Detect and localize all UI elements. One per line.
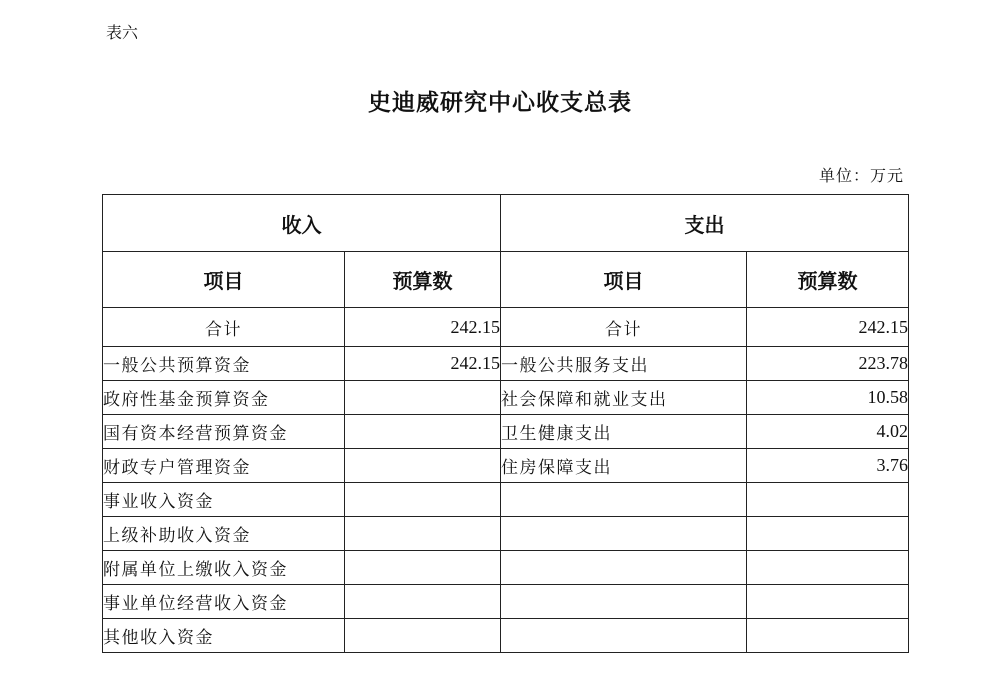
table-row	[103, 449, 909, 483]
expense-section-header: 支出	[501, 195, 909, 252]
expense-item-cell	[501, 483, 747, 517]
income-value-cell	[345, 517, 501, 551]
expense-item-header: 项目	[501, 252, 747, 308]
income-item-cell: 政府性基金预算资金	[103, 381, 345, 415]
income-value-cell	[345, 381, 501, 415]
income-value-cell	[345, 415, 501, 449]
income-total-value: 242.15	[345, 308, 501, 347]
table-row	[103, 347, 909, 381]
expense-total-value: 242.15	[747, 308, 909, 347]
expense-value-cell: 3.76	[747, 449, 909, 483]
expense-item-cell: 一般公共服务支出	[501, 347, 747, 381]
expense-total-label: 合计	[501, 308, 747, 347]
income-section-header: 收入	[103, 195, 501, 252]
income-item-cell: 上级补助收入资金	[103, 517, 345, 551]
table-number: 表六	[106, 23, 139, 42]
budget-table	[102, 194, 909, 653]
income-item-header: 项目	[103, 252, 345, 308]
expense-value-cell: 4.02	[747, 415, 909, 449]
section-header-row	[103, 195, 909, 252]
income-budget-header: 预算数	[345, 252, 501, 308]
income-value-cell	[345, 551, 501, 585]
expense-item-cell: 住房保障支出	[501, 449, 747, 483]
income-item-cell: 事业收入资金	[103, 483, 345, 517]
expense-value-cell: 10.58	[747, 381, 909, 415]
expense-item-cell	[501, 517, 747, 551]
income-item-cell: 一般公共预算资金	[103, 347, 345, 381]
table-row	[103, 551, 909, 585]
income-item-cell: 其他收入资金	[103, 619, 345, 653]
table-row	[103, 619, 909, 653]
income-value-cell	[345, 619, 501, 653]
expense-item-cell: 卫生健康支出	[501, 415, 747, 449]
expense-value-cell: 223.78	[747, 347, 909, 381]
table-row	[103, 517, 909, 551]
income-value-cell: 242.15	[345, 347, 501, 381]
table-row	[103, 483, 909, 517]
income-item-cell: 国有资本经营预算资金	[103, 415, 345, 449]
expense-value-cell	[747, 483, 909, 517]
column-header-row	[103, 252, 909, 308]
expense-value-cell	[747, 551, 909, 585]
total-row	[103, 308, 909, 347]
expense-value-cell	[747, 619, 909, 653]
unit-label: 单位：万元	[818, 166, 904, 185]
income-value-cell	[345, 483, 501, 517]
expense-item-cell: 社会保障和就业支出	[501, 381, 747, 415]
table-row	[103, 585, 909, 619]
expense-item-cell	[501, 551, 747, 585]
expense-value-cell	[747, 517, 909, 551]
expense-value-cell	[747, 585, 909, 619]
income-value-cell	[345, 449, 501, 483]
expense-item-cell	[501, 585, 747, 619]
income-value-cell	[345, 585, 501, 619]
expense-budget-header: 预算数	[747, 252, 909, 308]
income-item-cell: 附属单位上缴收入资金	[103, 551, 345, 585]
income-item-cell: 事业单位经营收入资金	[103, 585, 345, 619]
income-item-cell: 财政专户管理资金	[103, 449, 345, 483]
table-row	[103, 415, 909, 449]
income-total-label: 合计	[103, 308, 345, 347]
table-row	[103, 381, 909, 415]
page-title: 史迪威研究中心收支总表	[368, 89, 632, 116]
expense-item-cell	[501, 619, 747, 653]
